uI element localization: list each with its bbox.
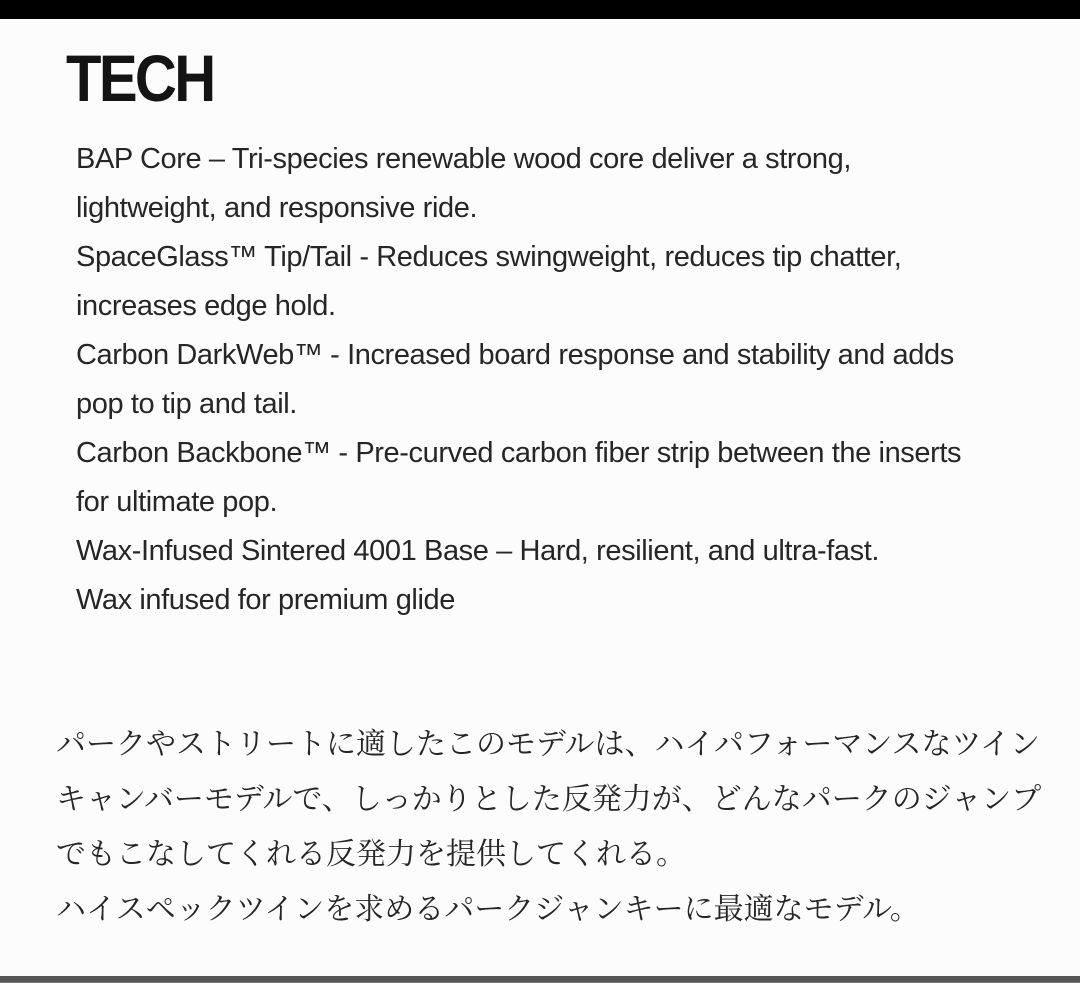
- tech-spec-line: Wax infused for premium glide: [76, 584, 455, 616]
- jp-description-line: パークやストリートに適したこのモデルは、ハイパフォーマンスなツイン: [56, 728, 1040, 761]
- tech-spec-line: lightweight, and responsive ride.: [76, 192, 478, 224]
- tech-spec-line: increases edge hold.: [76, 290, 336, 322]
- japanese-description-section: [56, 717, 1080, 937]
- tech-spec-line: Carbon Backbone™ - Pre-curved carbon fiber strip between the inserts: [76, 437, 962, 469]
- jp-description-line: キャンバーモデルで、しっかりとした反発力が、どんなパークのジャンプ: [56, 783, 1042, 816]
- jp-description-line: でもこなしてくれる反発力を提供してくれる。: [56, 838, 686, 871]
- tech-spec-line: Wax-Infused Sintered 4001 Base – Hard, resilient, and ultra-fast.: [76, 535, 880, 567]
- tech-specs-section: [76, 135, 1076, 625]
- bottom-letterbox-bar: [0, 976, 1080, 983]
- tech-spec-line: Carbon DarkWeb™ - Increased board response and stability and adds: [76, 339, 954, 371]
- tech-spec-line: pop to tip and tail.: [76, 388, 297, 420]
- tech-spec-line: BAP Core – Tri-species renewable wood core deliver a strong,: [76, 143, 851, 175]
- top-letterbox-bar: [0, 0, 1080, 19]
- page-title: TECH: [66, 41, 214, 115]
- tech-spec-line: for ultimate pop.: [76, 486, 278, 518]
- tech-spec-line: SpaceGlass™ Tip/Tail - Reduces swingweight, reduces tip chatter,: [76, 241, 902, 273]
- jp-description-line: ハイスペックツインを求めるパークジャンキーに最適なモデル。: [56, 893, 920, 926]
